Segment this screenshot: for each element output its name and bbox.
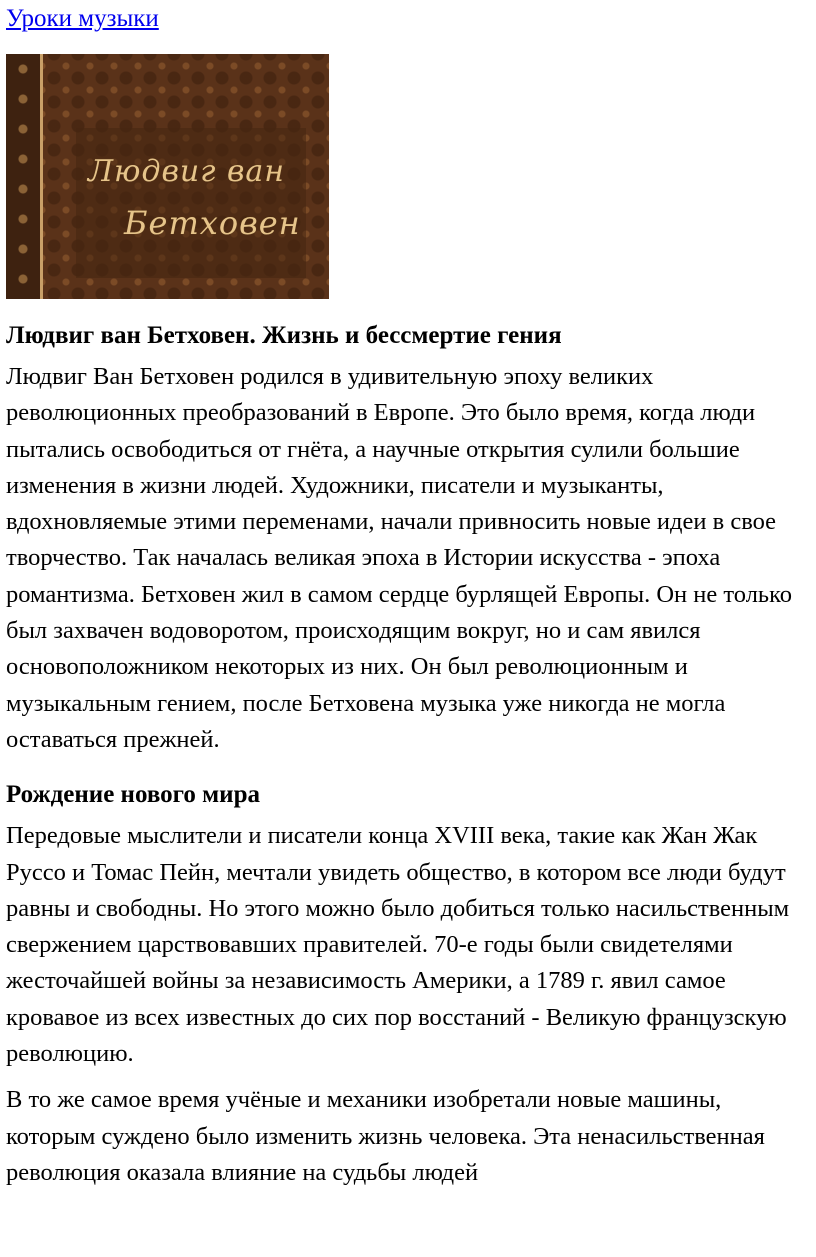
paragraph-thinkers: Передовые мыслители и писатели конца XVIII века, такие как Жан Жак Руссо и Томас Пейн, мечтали увидеть общество, в котором все люди будут равны и свободны. Но этого можно было добиться только насильственным свержением царствовавших правителей. 70-е годы были свидетелями жесточайшей войны за независимость Америки, а 1789 г. явил самое кровавое из всех известных до сих пор восстаний - Великую французскую революцию. (6, 822, 790, 1068)
paragraph-inventors: В то же самое время учёные и механики изобретали новые машины, которым суждено было изменить жизнь человека. Эта ненасильственная революция оказала влияние на судьбы людей (6, 1086, 765, 1186)
section-title: Рождение нового мира (6, 781, 260, 809)
paragraph-intro: Людвиг Ван Бетховен родился в удивительную эпоху великих революционных преобразований в Европе. Это было время, когда люди пытались освободиться от гнёта, а научные открытия сулили большие изменения в жизни людей. Художники, писатели и музыканты, вдохновляемые этими переменами, начали привносить новые идеи в свое творчество. Так началась великая эпоха в Истории искусства - эпоха романтизма. Бетховен жил в самом сердце бурлящей Европы. Он не только был захвачен водоворотом, происходящим вокруг, но и сам явился основоположником некоторых из них. Он был революционным и музыкальным гением, после Бетховена музыка уже никогда не могла оставаться прежней. (6, 363, 793, 753)
lessons-link[interactable]: Уроки музыки (6, 5, 159, 32)
banner-plate (76, 128, 306, 278)
article-title: Людвиг ван Бетховен. Жизнь и бессмертие гения (6, 322, 562, 349)
ornament-strip (6, 54, 43, 299)
banner-line-1: Людвиг ван (88, 154, 286, 189)
beethoven-banner-image (6, 54, 329, 299)
banner-line-2: Бетховен (124, 204, 301, 242)
